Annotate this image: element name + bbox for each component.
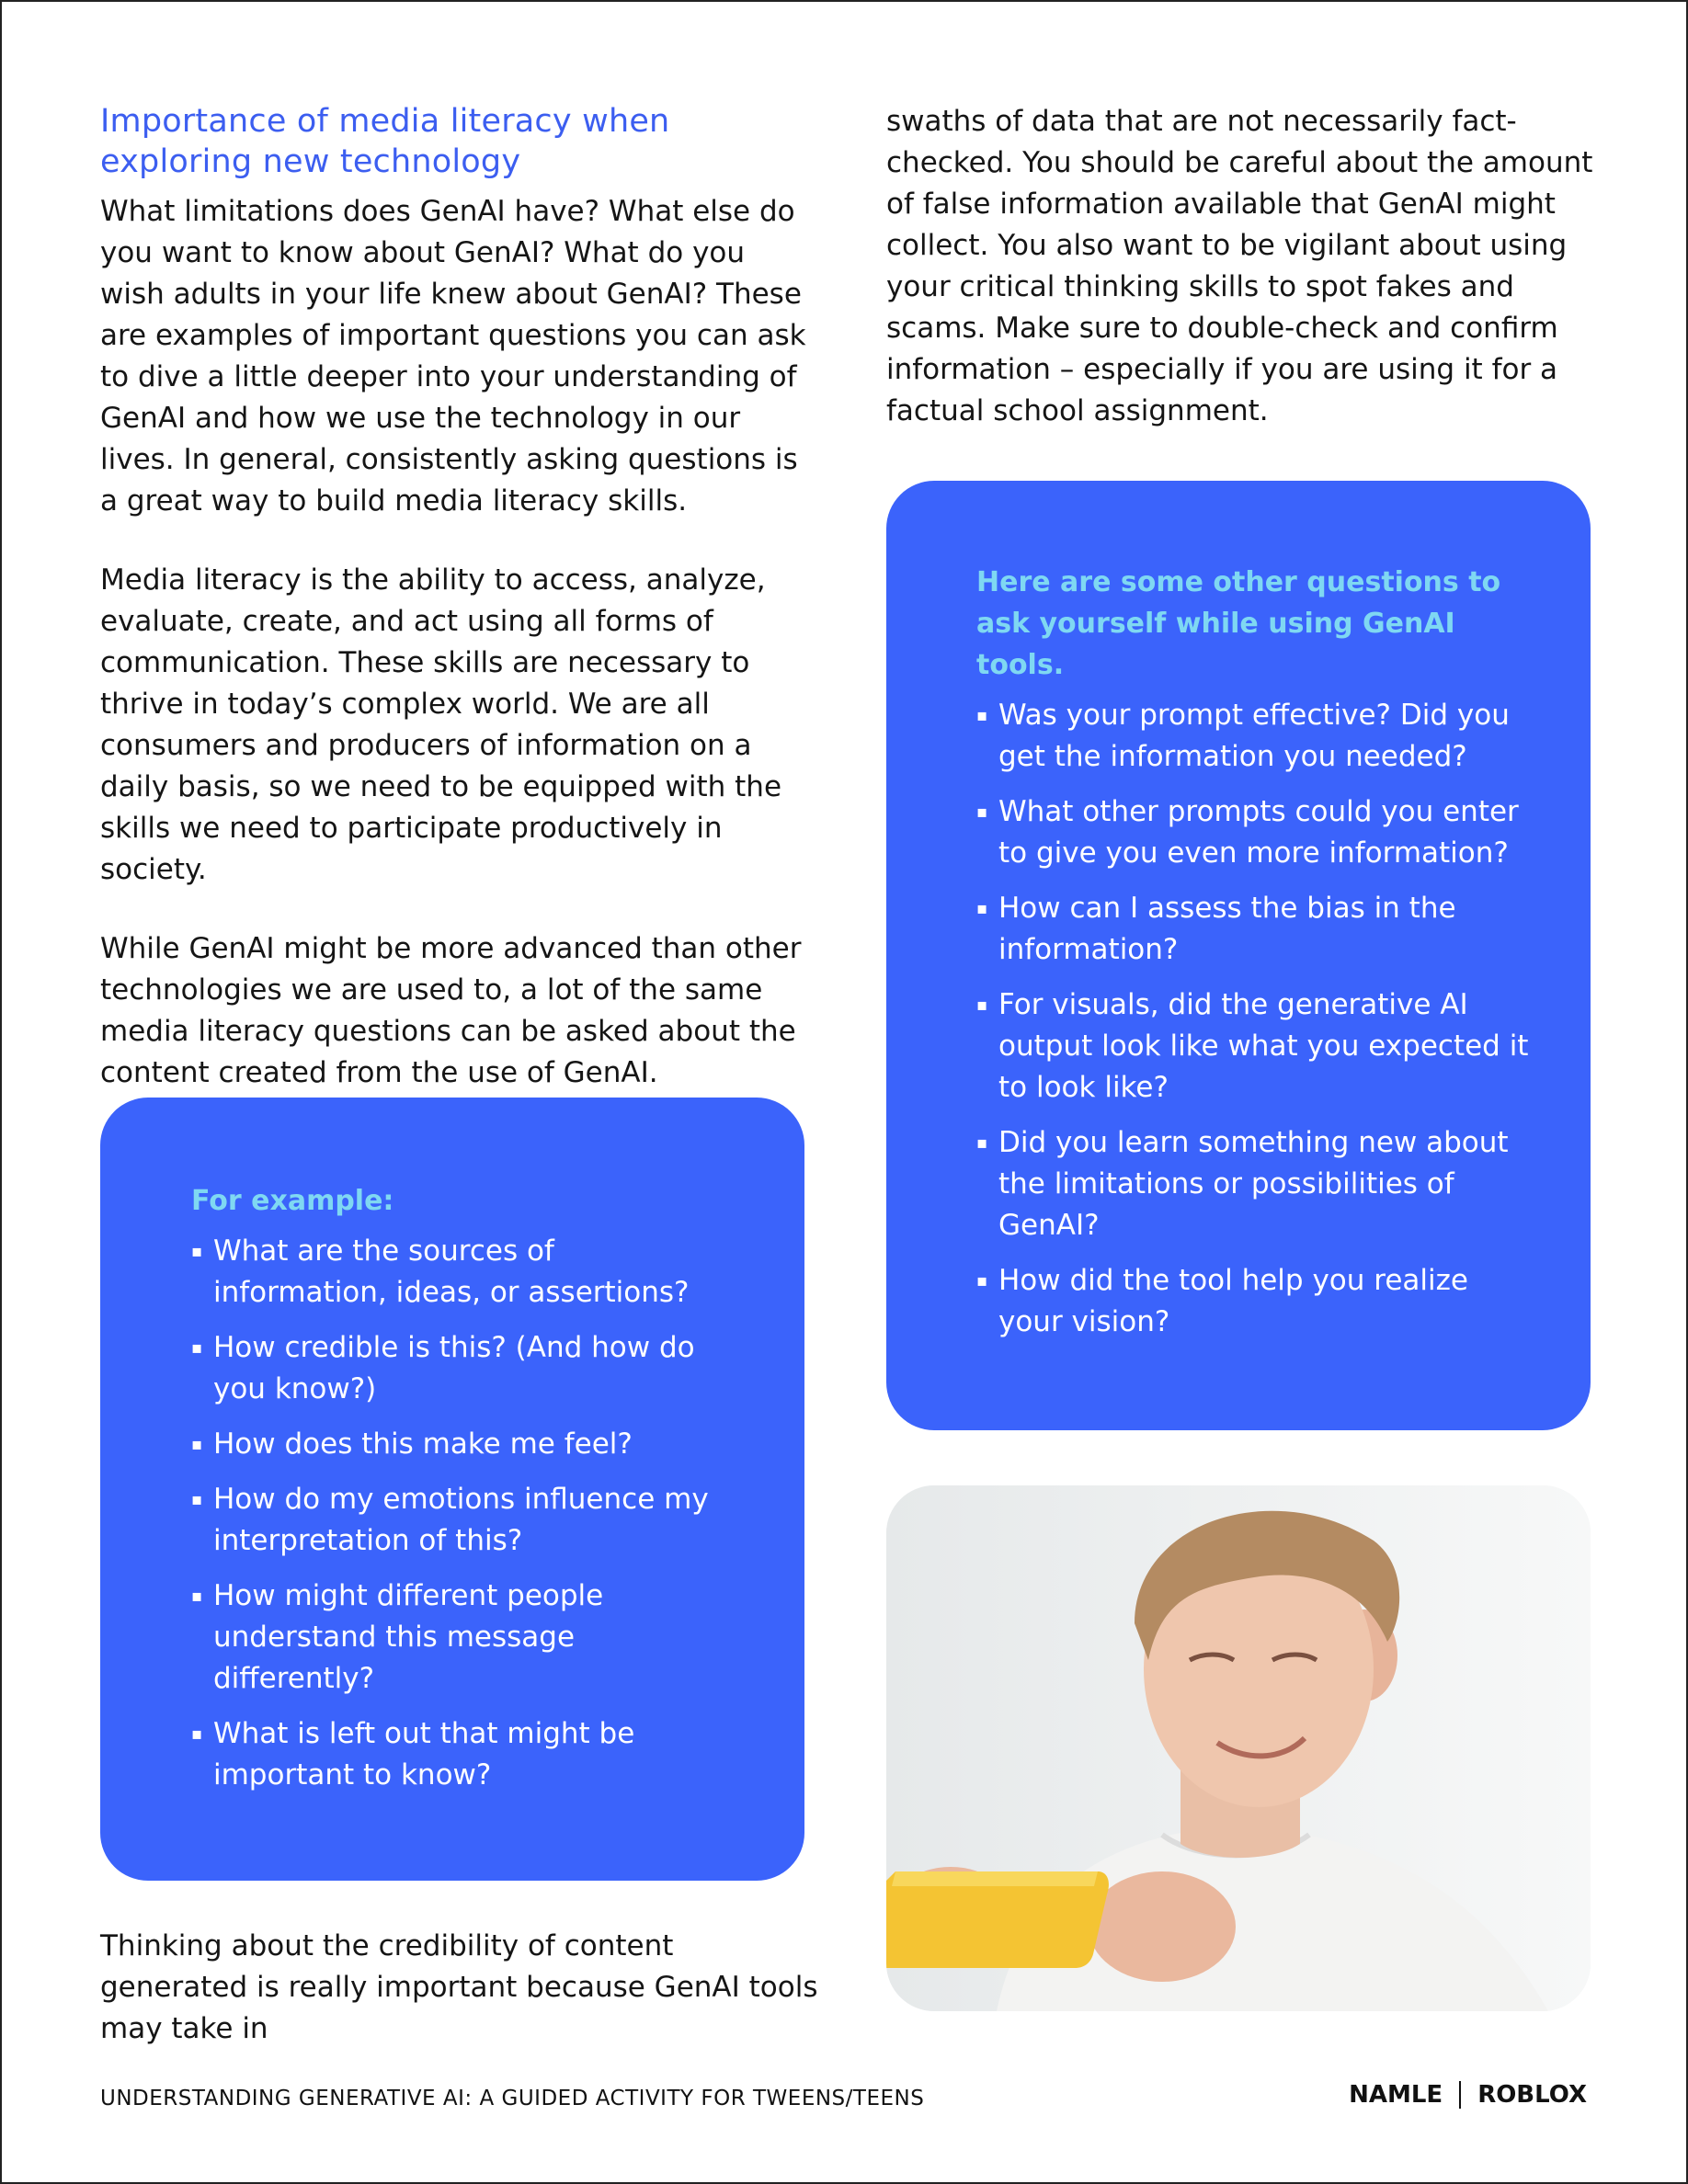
logo-divider	[1459, 2081, 1461, 2109]
genai-question-list	[976, 695, 1535, 1343]
list-item: ▪ What are the sources of information, ideas, or assertions?	[191, 1231, 731, 1314]
list-item: ▪ Was your prompt effective? Did you get the information you needed?	[976, 695, 1535, 778]
list-item: ▪ How can I assess the bias in the information?	[976, 888, 1535, 971]
paragraph-fact-check: swaths of data that are not necessarily fact-checked. You should be careful about the amount of false information available that GenAI might collect. You also want to be vigilant about using your critical thinking skills to spot fakes and scams. Make sure to double-check and confirm information – especially if you are using it for a factual school assignment.	[886, 105, 1593, 427]
example-card-title: For example:	[191, 1185, 394, 1217]
roblox-logo: ROBLOX	[1477, 2081, 1587, 2109]
teen-gaming-photo	[886, 1485, 1591, 2011]
paragraph-credibility: Thinking about the credibility of content generated is really important because GenAI tools may take in	[100, 1929, 818, 2045]
list-item: ▪ For visuals, did the generative AI output look like what you expected it to look like?	[976, 984, 1535, 1109]
paragraph-genai-advanced: While GenAI might be more advanced than other technologies we are used to, a lot of the same media literacy questions can be asked about the content created from the use of GenAI.	[100, 932, 802, 1089]
section-heading: Importance of media literacy when exploring new technology	[100, 103, 670, 180]
paragraph-media-literacy: Media literacy is the ability to access, analyze, evaluate, create, and act using all forms of communication. These skills are necessary to thrive in today’s complex world. We are all consumers and producers of information on a daily basis, so we need to be equipped with the skills we need to participate productively in society.	[100, 563, 782, 886]
paragraph-questions: What limitations does GenAI have? What else do you want to know about GenAI? What do you wish adults in your life knew about GenAI? These are examples of important questions you can ask to dive a little deeper into your understanding of GenAI and how we use the technology in our lives. In general, consistently asking questions is a great way to build media literacy skills.	[100, 195, 806, 518]
list-item: ▪ What is left out that might be important to know?	[191, 1713, 731, 1796]
list-item: ▪ How credible is this? (And how do you know?)	[191, 1327, 731, 1410]
example-question-list	[191, 1231, 731, 1796]
list-item: ▪ How do my emotions influence my interpretation of this?	[191, 1479, 731, 1562]
example-card	[100, 1098, 804, 1881]
list-item: ▪ What other prompts could you enter to give you even more information?	[976, 791, 1535, 874]
list-item: ▪ How did the tool help you realize your vision?	[976, 1260, 1535, 1343]
right-column	[886, 101, 1594, 432]
left-column	[100, 101, 813, 1094]
teen-photo-illustration	[886, 1485, 1591, 2011]
list-item: ▪ Did you learn something new about the limitations or possibilities of GenAI?	[976, 1122, 1535, 1246]
questions-card	[886, 481, 1591, 1430]
footer-logos	[1349, 2081, 1587, 2109]
namle-logo: NAMLE	[1349, 2081, 1443, 2109]
footer-title: UNDERSTANDING GENERATIVE AI: A GUIDED ACTIVITY FOR TWEENS/TEENS	[100, 2087, 925, 2110]
list-item: ▪ How might different people understand this message differently?	[191, 1575, 731, 1700]
questions-card-title: Here are some other questions to ask yourself while using GenAI tools.	[976, 566, 1501, 681]
list-item: ▪ How does this make me feel?	[191, 1424, 731, 1465]
